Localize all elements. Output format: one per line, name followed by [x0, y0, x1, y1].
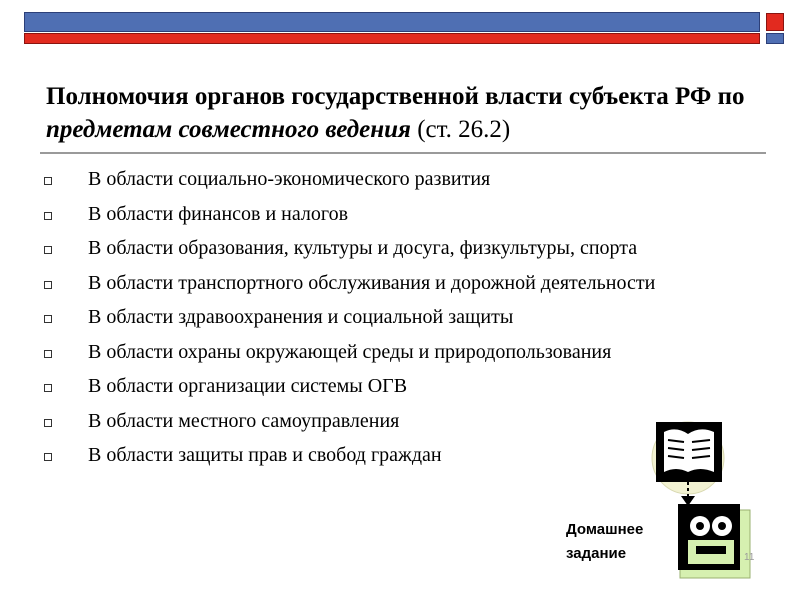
homework-label-line-1: Домашнее — [566, 521, 644, 538]
list-item-text: В области финансов и налогов — [88, 202, 349, 225]
list-item-text: В области защиты прав и свобод граждан — [88, 444, 442, 466]
bullet-square-icon — [44, 246, 52, 254]
header-bar-red — [24, 33, 760, 44]
list-item — [40, 166, 770, 193]
bullet-square-icon — [44, 315, 52, 323]
bullet-square-icon — [44, 453, 52, 461]
list-item-text: В области здравоохранения и социальной защиты — [88, 306, 514, 328]
title-divider — [40, 152, 766, 154]
bullet-square-icon — [44, 350, 52, 358]
list-item — [40, 339, 770, 366]
list-item-text: В области социально-экономического развития — [88, 168, 491, 190]
list-item — [40, 235, 770, 262]
list-item — [40, 201, 770, 228]
homework-label-line-2: задание — [566, 545, 627, 562]
face-icon — [678, 504, 750, 578]
header-square-blue — [766, 33, 784, 44]
list-item-text: В области образования, культуры и досуга, физкультуры, спорта — [88, 237, 638, 259]
bullet-square-icon — [44, 419, 52, 427]
list-item-text: В области транспортного обслуживания и дорожной деятельности — [88, 271, 656, 294]
list-item-text: В области местного самоуправления — [88, 409, 400, 432]
list-item-text: В области охраны окружающей среды и природопользования — [88, 340, 612, 363]
slide-title — [46, 80, 766, 146]
bullet-square-icon — [44, 384, 52, 392]
list-item — [40, 373, 770, 400]
page-number: 11 — [744, 552, 755, 563]
list-item-text: В области организации системы ОГВ — [88, 375, 408, 397]
title-article-ref: (ст. 26.2) — [410, 116, 511, 143]
book-icon — [656, 422, 722, 482]
bullet-square-icon — [44, 177, 52, 185]
title-part-1: Полномочия органов государственной власти субъекта РФ по — [46, 83, 745, 110]
bullet-square-icon — [44, 281, 52, 289]
header-square-red — [766, 13, 784, 31]
list-item — [40, 270, 770, 297]
bullet-square-icon — [44, 212, 52, 220]
homework-label[interactable] — [566, 518, 676, 566]
list-item — [40, 304, 770, 331]
header-bar-blue — [24, 12, 760, 32]
title-italic-part: предметам совместного ведения — [46, 116, 411, 143]
